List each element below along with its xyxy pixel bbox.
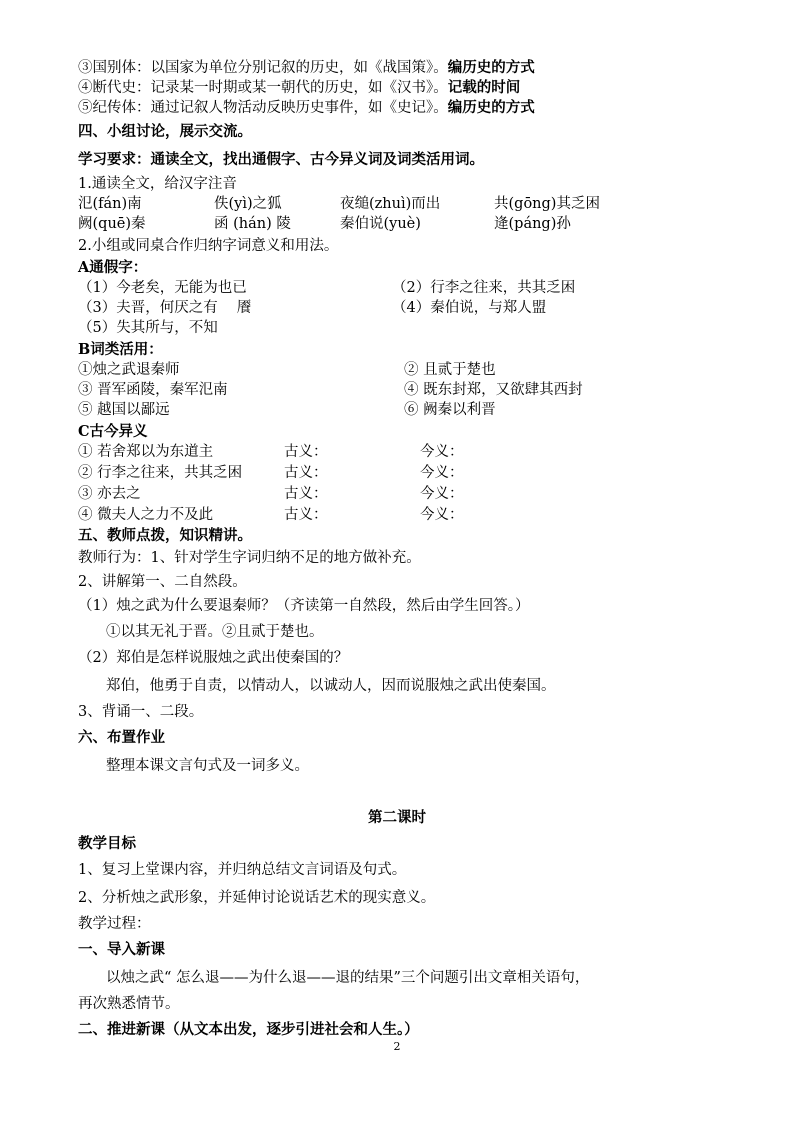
history-type-3 xyxy=(78,58,535,78)
gujin-phrase: ② 行李之往来，共其乏困 xyxy=(78,465,243,481)
intro-heading: 一、导入新课 xyxy=(78,941,165,958)
gu-yi-label: 古义： xyxy=(284,507,328,523)
history-type-5-note: 编历史的方式 xyxy=(447,99,535,116)
pinyin-item: 共(gōng)其乏困 xyxy=(494,196,600,212)
tongjiazi-item: （5）失其所与，不知 xyxy=(78,320,218,336)
history-type-3-text: ③国别体：以国家为单位分别记叙的历史，如《战国策》。 xyxy=(78,60,448,76)
section-5-heading: 五、教师点拨，知识精讲。 xyxy=(78,527,252,544)
goal-2: 2、分析烛之武形象，并延伸讨论说话艺术的现实意义。 xyxy=(78,890,436,906)
huoyong-item: ⑥ 阙秦以利晋 xyxy=(404,402,496,418)
page-number: 2 xyxy=(393,1040,401,1053)
pinyin-item: 氾(fán)南 xyxy=(78,196,142,212)
gujin-phrase: ④ 微夫人之力不及此 xyxy=(78,507,214,523)
pinyin-item: 夜缒(zhuì)而出 xyxy=(340,196,441,212)
pinyin-item: 函 (hán) 陵 xyxy=(214,216,291,232)
step-2-text: 2.小组或同桌合作归纳字词意义和用法。 xyxy=(78,238,339,254)
ciei-huoyong-heading: B词类活用： xyxy=(78,341,163,358)
jin-yi-label: 今义： xyxy=(420,507,464,523)
history-type-4 xyxy=(78,78,520,98)
answer-1: ①以其无礼于晋。②且贰于楚也。 xyxy=(106,624,324,640)
huoyong-item: ② 且贰于楚也 xyxy=(404,362,496,378)
huoyong-item: ⑤ 越国以鄙远 xyxy=(78,402,170,418)
history-type-5-text: ⑤纪传体：通过记叙人物活动反映历史事件，如《史记》。 xyxy=(78,100,448,116)
tongjiazi-heading: A通假字： xyxy=(78,259,148,276)
jin-yi-label: 今义： xyxy=(420,486,464,502)
history-type-3-note: 编历史的方式 xyxy=(447,59,535,76)
section-6-heading: 六、布置作业 xyxy=(78,729,165,746)
history-type-5 xyxy=(78,98,535,118)
section-4-heading: 四、小组讨论，展示交流。 xyxy=(78,123,252,140)
answer-2: 郑伯，他勇于自责，以情动人，以诚动人，因而说服烛之武出使秦国。 xyxy=(106,678,556,694)
gu-yi-label: 古义： xyxy=(284,486,328,502)
gu-yi-label: 古义： xyxy=(284,444,328,460)
teacher-action: 教师行为：1、针对学生字词归纳不足的地方做补充。 xyxy=(78,550,421,566)
gujin-phrase: ① 若舍郑以为东道主 xyxy=(78,444,214,460)
history-type-4-text: ④断代史：记录某一时期或某一朝代的历史，如《汉书》。 xyxy=(78,80,448,96)
gujin-phrase: ③ 亦去之 xyxy=(78,486,141,502)
step-1-text: 1.通读全文，给汉字注音 xyxy=(78,176,237,192)
huoyong-item: ④ 既东封郑，又欲肆其西封 xyxy=(404,382,583,398)
homework-task: 整理本课文言句式及一词多义。 xyxy=(106,758,309,774)
teaching-goals-heading: 教学目标 xyxy=(78,835,136,852)
teaching-process-label: 教学过程： xyxy=(78,916,151,932)
tongjiazi-item: （2）行李之往来，共其乏困 xyxy=(392,280,576,296)
intro-paragraph-line-1: 以烛之武“ 怎么退——为什么退——退的结果”三个问题引出文章相关语句， xyxy=(106,970,590,986)
pinyin-item: 逄(páng)孙 xyxy=(494,216,571,232)
explain-paragraphs: 2、讲解第一、二自然段。 xyxy=(78,574,247,590)
pinyin-item: 阙(quē)秦 xyxy=(78,216,146,232)
pinyin-item: 秦伯说(yuè) xyxy=(340,216,421,232)
jin-yi-label: 今义： xyxy=(420,444,464,460)
huoyong-item: ①烛之武退秦师 xyxy=(78,362,180,378)
history-type-4-note: 记载的时间 xyxy=(447,79,521,96)
question-2: （2）郑伯是怎样说服烛之武出使秦国的？ xyxy=(78,650,349,666)
pinyin-item: 佚(yì)之狐 xyxy=(214,196,282,212)
gu-yi-label: 古义： xyxy=(284,465,328,481)
gujin-yiyi-heading: C古今异义 xyxy=(78,423,148,440)
study-requirement: 学习要求：通读全文，找出通假字、古今异义词及词类活用词。 xyxy=(78,151,484,168)
lesson-2-title: 第二课时 xyxy=(368,809,426,826)
huoyong-item: ③ 晋军函陵，秦军氾南 xyxy=(78,382,228,398)
recite-task: 3、背诵一、二段。 xyxy=(78,704,204,720)
goal-1: 1、复习上堂课内容，并归纳总结文言词语及句式。 xyxy=(78,862,407,878)
jin-yi-label: 今义： xyxy=(420,465,464,481)
tongjiazi-item: （4）秦伯说，与郑人盟 xyxy=(392,300,547,316)
intro-paragraph-line-2: 再次熟悉情节。 xyxy=(78,996,180,1012)
tongjiazi-item: （3）夫晋，何厌之有 餍 xyxy=(78,300,252,316)
advance-heading: 二、推进新课（从文本出发，逐步引进社会和人生。） xyxy=(78,1021,419,1038)
question-1: （1）烛之武为什么要退秦师？（齐读第一自然段，然后由学生回答。） xyxy=(78,598,530,614)
tongjiazi-item: （1）今老矣，无能为也已 xyxy=(78,280,247,296)
